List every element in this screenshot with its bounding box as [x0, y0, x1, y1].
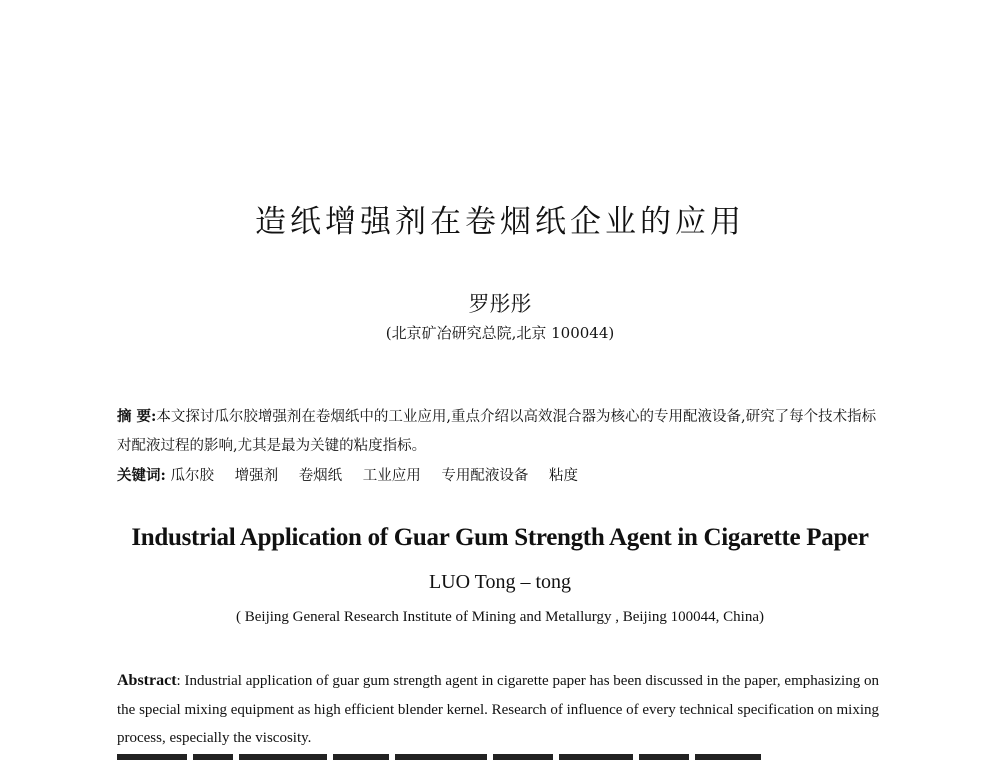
english-title: Industrial Application of Guar Gum Strength Agent in Cigarette Paper: [131, 524, 869, 551]
english-abstract: [117, 667, 879, 753]
chinese-keywords-label: 关键词:: [117, 467, 166, 484]
english-affiliation: ( Beijing General Research Institute of Mining and Metallurgy , Beijing 100044, China): [236, 609, 764, 625]
chinese-abstract-text: 本文探讨瓜尔胶增强剂在卷烟纸中的工业应用,重点介绍以高效混合器为核心的专用配液设备,研究了每个技术指标对配液过程的影响,尤其是最为关键的粘度指标。: [117, 409, 877, 454]
keyword: 工业应用: [362, 468, 421, 484]
chinese-author: 罗彤彤: [468, 292, 532, 316]
keyword: 粘度: [549, 468, 579, 484]
keyword: 卷烟纸: [298, 468, 343, 484]
english-abstract-text: : Industrial application of guar gum strength agent in cigarette paper has been discussed in the paper, emphasizing on the special mixing equipment as high efficient blender kernel. Research of influence of every technical specification on mixing process, especially the viscosity.: [117, 673, 879, 746]
chinese-keywords: [117, 461, 887, 491]
english-abstract-label: Abstract: [117, 672, 177, 689]
chinese-abstract-label: 摘 要:: [117, 408, 157, 425]
english-author: LUO Tong – tong: [428, 571, 572, 593]
keyword: 专用配液设备: [441, 468, 529, 484]
chinese-affiliation: (北京矿冶研究总院,北京 100044): [385, 324, 615, 342]
cropped-text-line: [117, 754, 877, 760]
chinese-abstract: [117, 402, 887, 461]
keyword: 增强剂: [234, 468, 279, 484]
chinese-title: 造纸增强剂在卷烟纸企业的应用: [255, 204, 745, 240]
keyword: 瓜尔胶: [170, 468, 214, 484]
